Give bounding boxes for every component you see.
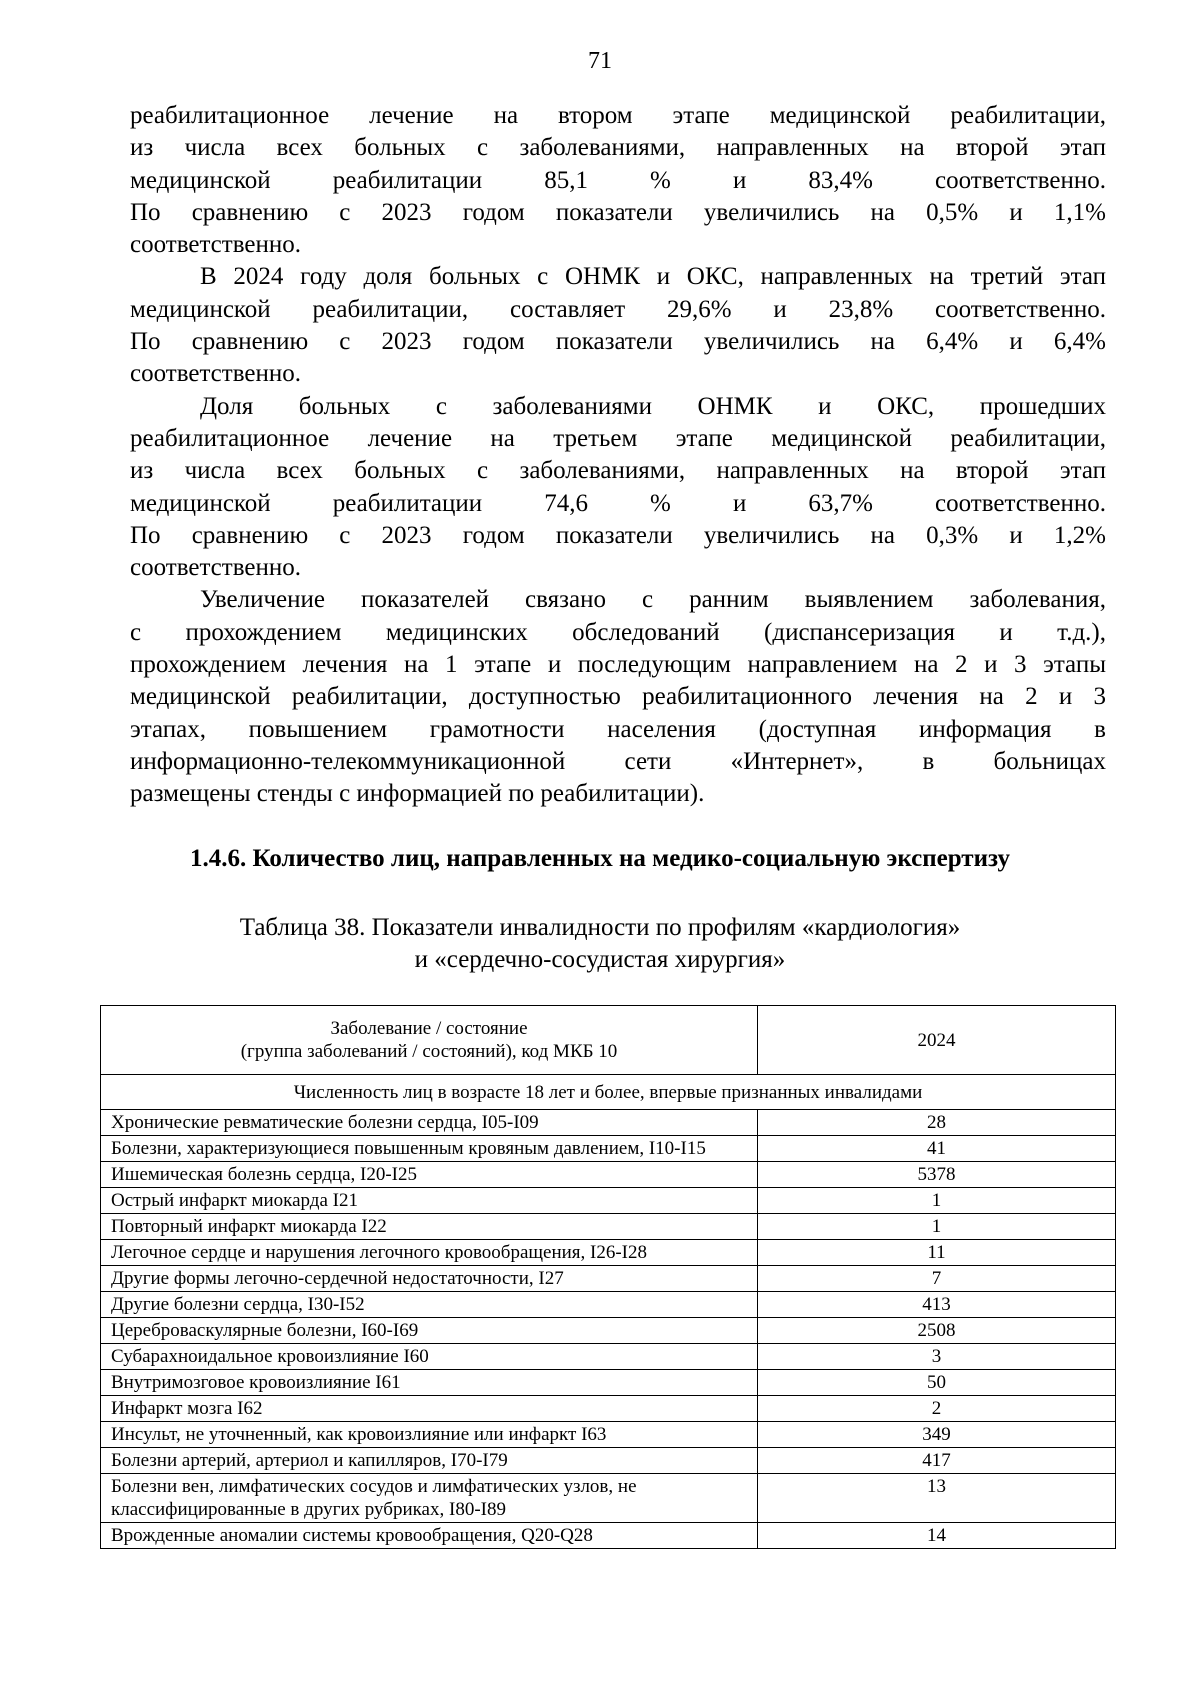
- row-label: Цереброваскулярные болезни, I60-I69: [101, 1318, 758, 1344]
- row-label: Острый инфаркт миокарда I21: [101, 1188, 758, 1214]
- text-line: По сравнению с 2023 годом показатели увеличились на 0,3% и 1,2%: [130, 521, 1106, 549]
- table-row: [101, 1292, 1116, 1318]
- table-section-row: [101, 1075, 1116, 1110]
- table-row: [101, 1110, 1116, 1136]
- row-label: Болезни артерий, артериол и капилляров, I70-I79: [101, 1448, 758, 1474]
- table-row: [101, 1214, 1116, 1240]
- text-line: из числа всех больных с заболеваниями, направленных на второй этап: [130, 134, 1106, 162]
- row-value: 5378: [758, 1162, 1116, 1188]
- header-disease-line: (группа заболеваний / состояний), код МКБ 10: [240, 1041, 618, 1062]
- section-heading: 1.4.6. Количество лиц, направленных на медико-социальную экспертизу: [189, 845, 1011, 872]
- text-line: информационно-телекоммуникационной сети «Интернет», в больницах: [130, 747, 1106, 775]
- table-row: [101, 1448, 1116, 1474]
- paragraph-1: [130, 100, 1106, 261]
- text-line: По сравнению с 2023 годом показатели увеличились на 0,5% и 1,1%: [130, 198, 1106, 226]
- page-number: 71: [588, 48, 612, 74]
- row-value: 2: [758, 1396, 1116, 1422]
- table-caption-line: и «сердечно-сосудистая хирургия»: [414, 946, 786, 973]
- table-row: [101, 1136, 1116, 1162]
- table-header-row: [101, 1006, 1116, 1075]
- paragraph-3: [130, 391, 1106, 585]
- row-label: Легочное сердце и нарушения легочного кровообращения, I26-I28: [101, 1240, 758, 1266]
- text-line: из числа всех больных с заболеваниями, направленных на второй этап: [130, 457, 1106, 485]
- table-row: [101, 1344, 1116, 1370]
- body-text: [130, 100, 1106, 811]
- table-row: [101, 1474, 1116, 1523]
- text-line: с прохождением медицинских обследований (диспансеризация и т.д.),: [130, 618, 1106, 646]
- row-label: Ишемическая болезнь сердца, I20-I25: [101, 1162, 758, 1188]
- row-value: 28: [758, 1110, 1116, 1136]
- row-value: 7: [758, 1266, 1116, 1292]
- table-row: [101, 1523, 1116, 1549]
- text-line: реабилитационное лечение на втором этапе медицинской реабилитации,: [130, 102, 1106, 129]
- table-caption-line: Таблица 38. Показатели инвалидности по профилям «кардиология»: [239, 914, 961, 941]
- text-line: Увеличение показателей связано с ранним выявлением заболевания,: [200, 586, 1106, 614]
- disability-table: [100, 1005, 1116, 1549]
- row-value: 417: [758, 1448, 1116, 1474]
- table-row: [101, 1188, 1116, 1214]
- row-label: Инфаркт мозга I62: [101, 1396, 758, 1422]
- row-label: Субарахноидальное кровоизлияние I60: [101, 1344, 758, 1370]
- row-value: 41: [758, 1136, 1116, 1162]
- text-line: В 2024 году доля больных с ОНМК и ОКС, направленных на третий этап: [200, 263, 1106, 291]
- row-value: 1: [758, 1214, 1116, 1240]
- row-value: 2508: [758, 1318, 1116, 1344]
- header-disease: [101, 1006, 758, 1075]
- row-label: Болезни вен, лимфатических сосудов и лимфатических узлов, не классифицированные в других рубриках, I80-I89: [101, 1474, 758, 1523]
- table-row: [101, 1396, 1116, 1422]
- table-row: [101, 1370, 1116, 1396]
- row-value: 14: [758, 1523, 1116, 1549]
- header-year: 2024: [758, 1006, 1116, 1075]
- table-row: [101, 1162, 1116, 1188]
- row-label: Внутримозговое кровоизлияние I61: [101, 1370, 758, 1396]
- row-value: 349: [758, 1422, 1116, 1448]
- text-line: этапах, повышением грамотности населения (доступная информация в: [130, 715, 1106, 743]
- table-row: [101, 1240, 1116, 1266]
- text-line: медицинской реабилитации, составляет 29,6% и 23,8% соответственно.: [130, 295, 1106, 323]
- row-label: Врожденные аномалии системы кровообращения, Q20-Q28: [101, 1523, 758, 1549]
- row-label: Повторный инфаркт миокарда I22: [101, 1214, 758, 1240]
- row-label: Болезни, характеризующиеся повышенным кровяным давлением, I10-I15: [101, 1136, 758, 1162]
- row-label: Хронические ревматические болезни сердца, I05-I09: [101, 1110, 758, 1136]
- paragraph-4: [130, 584, 1106, 810]
- row-value: 1: [758, 1188, 1116, 1214]
- text-line: соответственно.: [130, 360, 301, 388]
- text-line: размещены стенды с информацией по реабилитации).: [130, 780, 705, 808]
- text-line: По сравнению с 2023 годом показатели увеличились на 6,4% и 6,4%: [130, 328, 1106, 356]
- text-line: соответственно.: [130, 554, 301, 582]
- row-label: Другие болезни сердца, I30-I52: [101, 1292, 758, 1318]
- text-line: Доля больных с заболеваниями ОНМК и ОКС, прошедших: [200, 392, 1106, 420]
- row-value: 3: [758, 1344, 1116, 1370]
- table-caption: [0, 912, 1200, 976]
- row-label: Инсульт, не уточненный, как кровоизлияние или инфаркт I63: [101, 1422, 758, 1448]
- row-value: 13: [758, 1474, 1116, 1523]
- row-value: 50: [758, 1370, 1116, 1396]
- text-line: медицинской реабилитации, доступностью реабилитационного лечения на 2 и 3: [130, 683, 1106, 711]
- paragraph-2: [130, 261, 1106, 390]
- row-value: 413: [758, 1292, 1116, 1318]
- row-label: Другие формы легочно-сердечной недостаточности, I27: [101, 1266, 758, 1292]
- table-row: [101, 1266, 1116, 1292]
- header-disease-line: Заболевание / состояние: [330, 1018, 528, 1039]
- text-line: прохождением лечения на 1 этапе и последующим направлением на 2 и 3 этапы: [130, 651, 1106, 679]
- table-row: [101, 1318, 1116, 1344]
- text-line: реабилитационное лечение на третьем этапе медицинской реабилитации,: [130, 424, 1106, 452]
- table-row: [101, 1422, 1116, 1448]
- text-line: медицинской реабилитации 74,6 % и 63,7% соответственно.: [130, 489, 1106, 517]
- text-line: медицинской реабилитации 85,1 % и 83,4% соответственно.: [130, 166, 1106, 194]
- text-line: соответственно.: [130, 231, 301, 259]
- row-value: 11: [758, 1240, 1116, 1266]
- section-row-cell: Численность лиц в возрасте 18 лет и более, впервые признанных инвалидами: [101, 1075, 1116, 1110]
